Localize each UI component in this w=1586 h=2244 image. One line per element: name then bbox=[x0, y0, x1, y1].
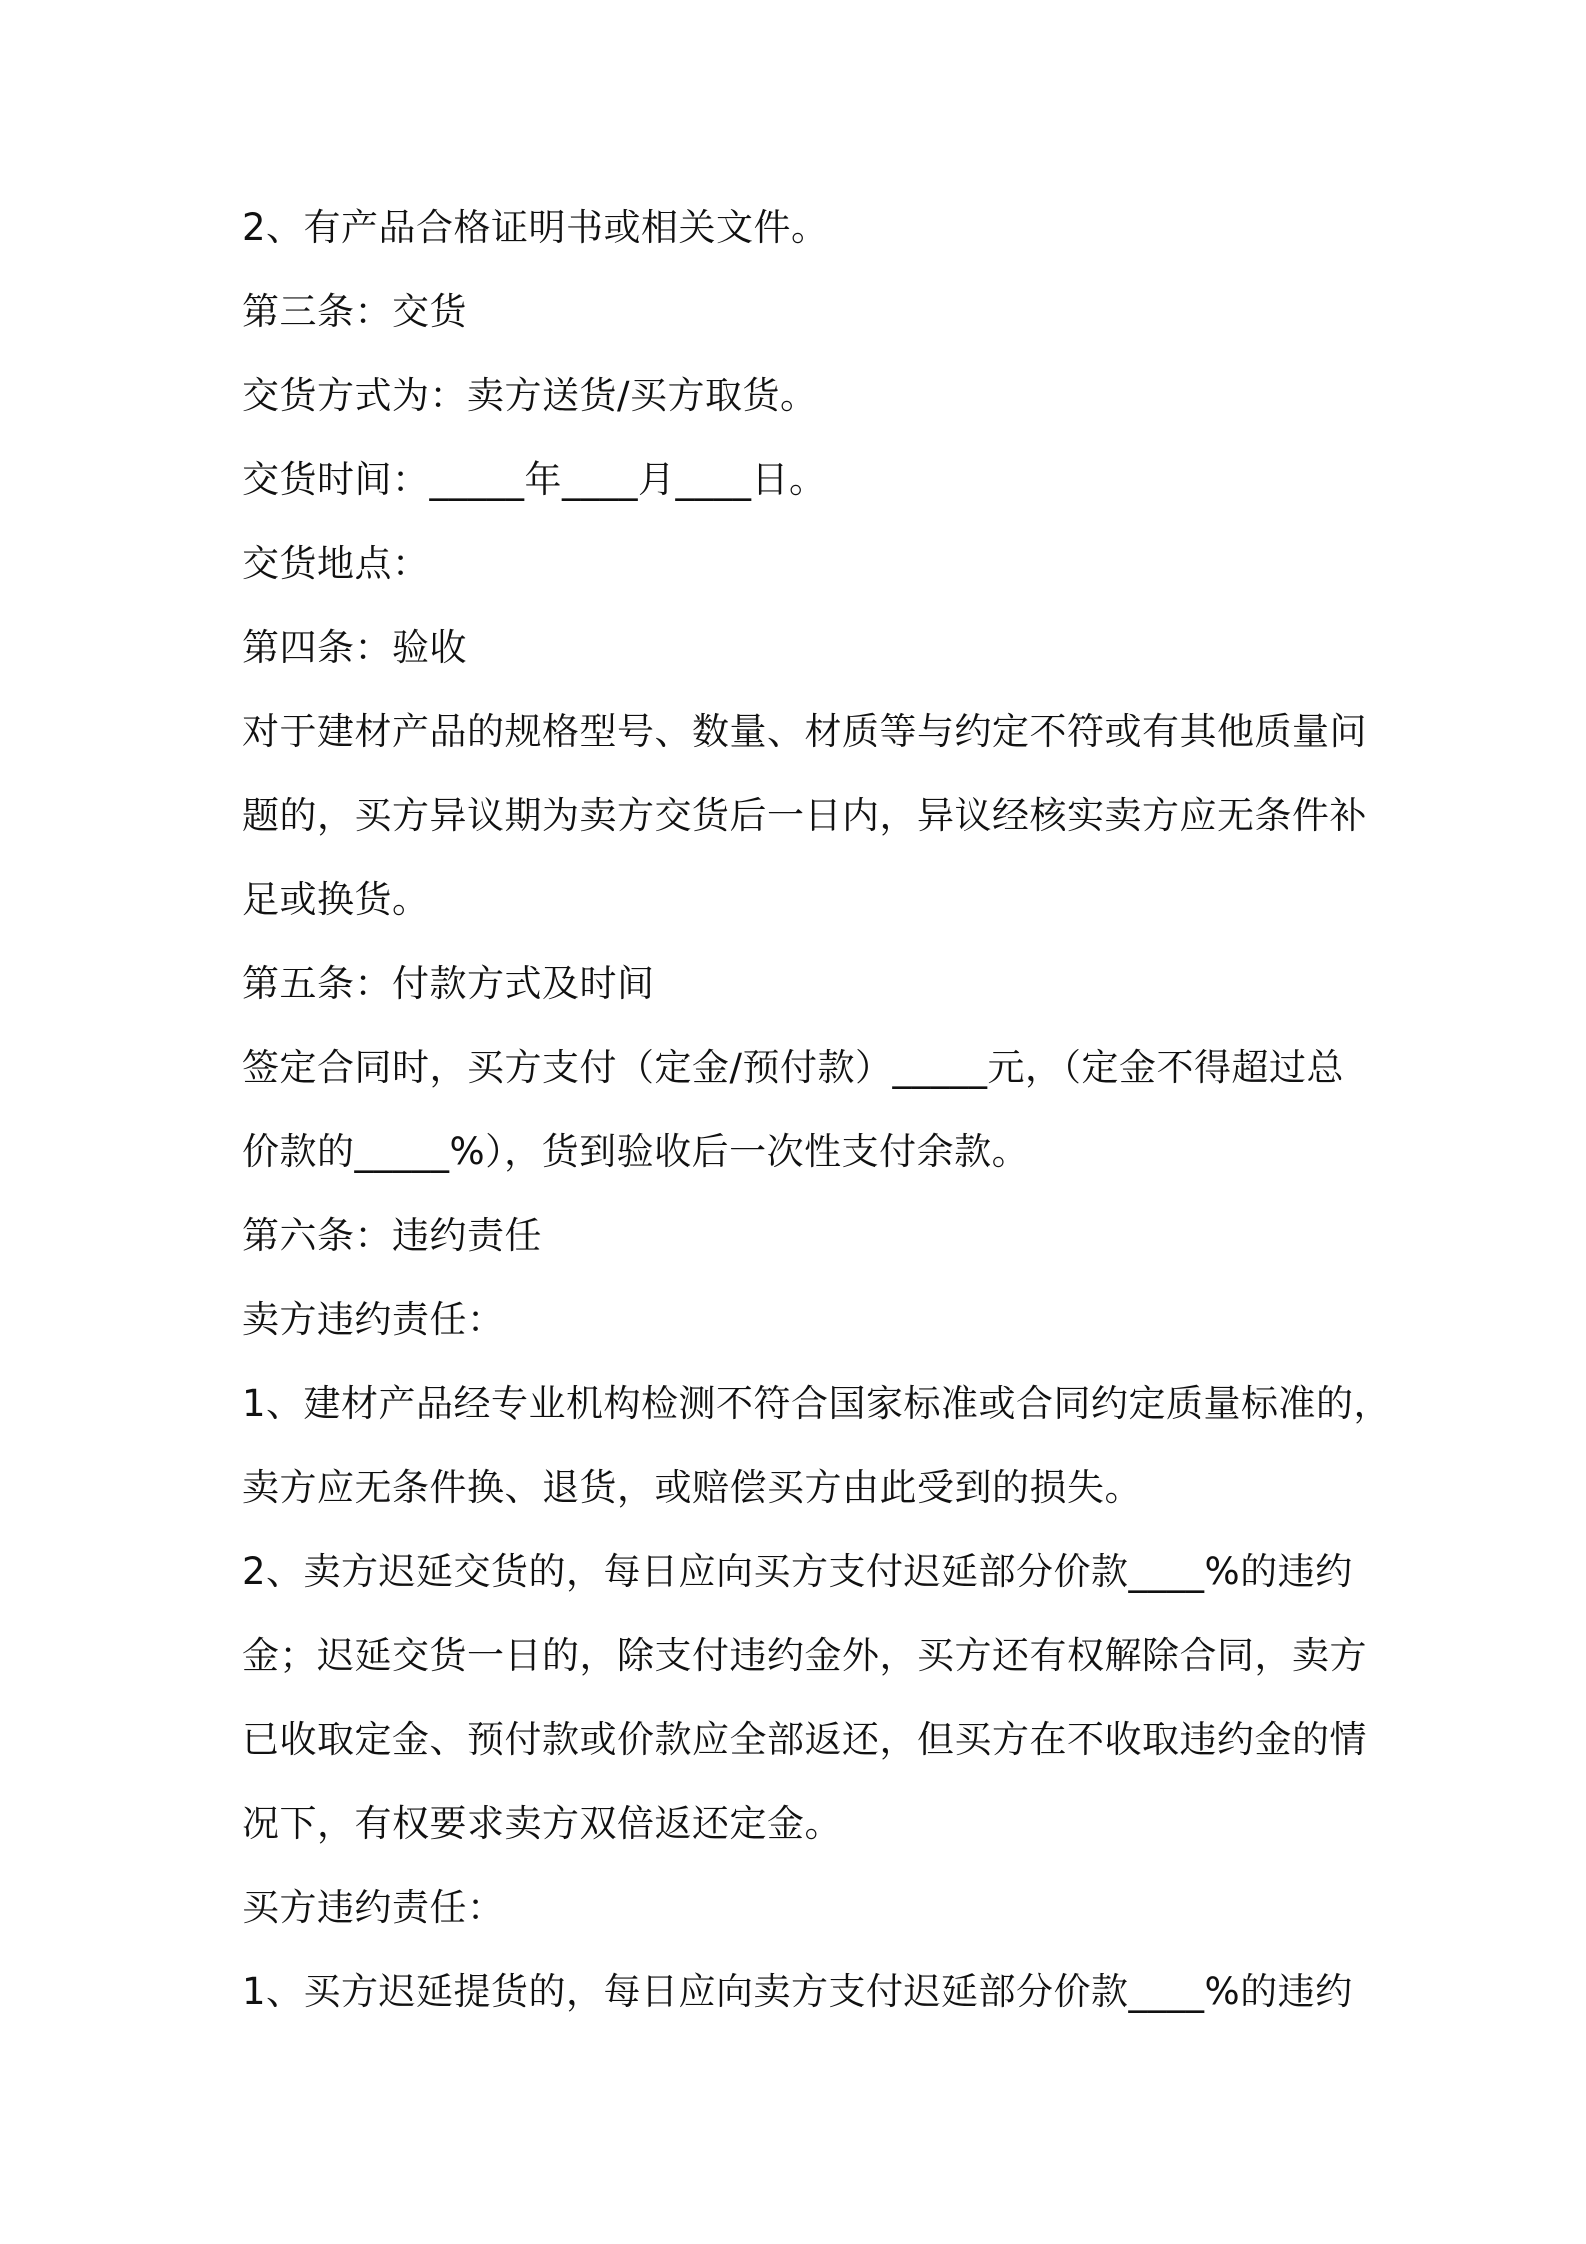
section-heading-acceptance: 第四条：验收 bbox=[242, 626, 467, 669]
text-line: 2、有产品合格证明书或相关文件。 bbox=[242, 206, 829, 249]
text-line: 交货方式为：卖方送货/买方取货。 bbox=[242, 374, 818, 417]
text-line: 1、买方迟延提货的，每日应向卖方支付迟延部分价款____%的违约 bbox=[242, 1970, 1353, 2013]
text-line: 买方违约责任： bbox=[242, 1886, 505, 1929]
text-line: 卖方应无条件换、退货，或赔偿买方由此受到的损失。 bbox=[242, 1466, 1142, 1509]
text-line: 已收取定金、预付款或价款应全部返还，但买方在不收取违约金的情 bbox=[242, 1718, 1367, 1761]
text-line: 1、建材产品经专业机构检测不符合国家标准或合同约定质量标准的， bbox=[242, 1382, 1392, 1425]
text-line: 2、卖方迟延交货的，每日应向买方支付迟延部分价款____%的违约 bbox=[242, 1550, 1353, 1593]
text-line: 对于建材产品的规格型号、数量、材质等与约定不符或有其他质量问 bbox=[242, 710, 1367, 753]
section-heading-liability: 第六条：违约责任 bbox=[242, 1214, 542, 1257]
text-line: 题的，买方异议期为卖方交货后一日内，异议经核实卖方应无条件补 bbox=[242, 794, 1367, 837]
section-heading-payment: 第五条：付款方式及时间 bbox=[242, 962, 655, 1005]
text-line: 金；迟延交货一日的，除支付违约金外，买方还有权解除合同，卖方 bbox=[242, 1634, 1367, 1677]
text-line: 交货地点： bbox=[242, 542, 430, 585]
text-line: 价款的_____%），货到验收后一次性支付余款。 bbox=[242, 1130, 1030, 1173]
text-line: 卖方违约责任： bbox=[242, 1298, 505, 1341]
text-line: 交货时间：_____年____月____日。 bbox=[242, 458, 827, 501]
text-line: 况下，有权要求卖方双倍返还定金。 bbox=[242, 1802, 842, 1845]
text-line: 签定合同时，买方支付（定金/预付款）_____元，（定金不得超过总 bbox=[242, 1046, 1344, 1089]
section-heading-delivery: 第三条：交货 bbox=[242, 290, 467, 333]
text-line: 足或换货。 bbox=[242, 878, 430, 921]
